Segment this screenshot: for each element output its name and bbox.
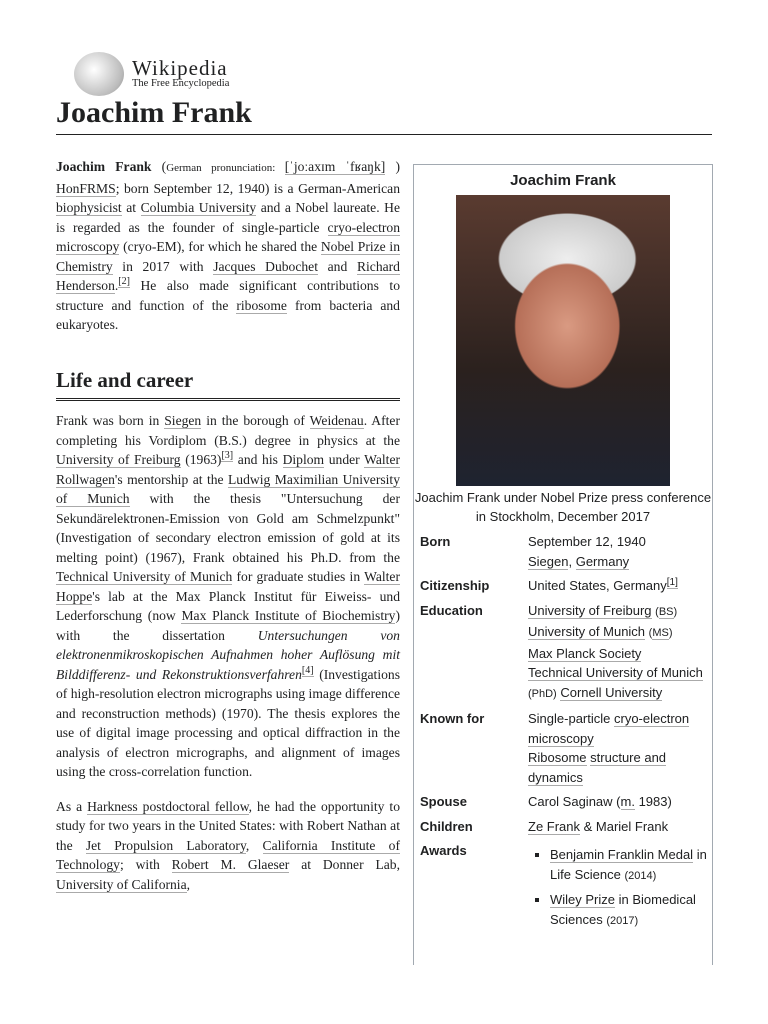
link[interactable]: Jet Propulsion Laboratory (85, 837, 246, 853)
wordmark: Wikipedia (132, 56, 228, 80)
text: Frank was born in (56, 413, 165, 428)
text: for graduate studies in (232, 569, 365, 584)
link[interactable]: California Institute of Technology (56, 837, 400, 872)
link[interactable]: Columbia University (140, 200, 257, 215)
link[interactable]: Richard Henderson (56, 258, 400, 293)
text: September 12, 1940 (528, 534, 646, 549)
link[interactable]: Weidenau (309, 413, 364, 428)
text: with the thesis "Untersuchung der Sekundärelektronen-Emission von Gold am Schmelzpunkt" (Investigation of secondary electron emission of gold at its melting point) (1967), Frank obtained his Ph.D. from the (56, 491, 400, 565)
infobox-label: Known for (420, 711, 485, 726)
wikipedia-globe-icon (74, 52, 124, 96)
link[interactable]: Germany (575, 553, 630, 569)
link[interactable]: Siegen (528, 553, 569, 569)
intro-section (56, 157, 400, 335)
infobox-row-awards (420, 839, 710, 938)
text: Carol Saginaw ( (528, 794, 621, 809)
tagline: The Free Encyclopedia (132, 78, 230, 89)
small-text: ) (673, 605, 678, 618)
small-text: (2014) (624, 869, 657, 882)
link[interactable]: Ribosome (528, 750, 587, 765)
infobox-row (420, 790, 710, 815)
link[interactable]: Ludwig Maximilian University of Munich (56, 471, 400, 506)
infobox-value (528, 530, 710, 574)
italic-text: Untersuchungen von elektronenmikroskopischen Aufnahmen hoher Auflösung mit Bilddifferenz- und Rekonstruktionsverfahren (56, 627, 400, 682)
citation-link[interactable]: [1] (666, 576, 678, 588)
text: in the borough of (201, 413, 310, 428)
text: As a (56, 798, 88, 814)
bold-text: Joachim Frank (56, 159, 152, 174)
link[interactable]: Cornell University (560, 684, 663, 700)
infobox-value (528, 815, 710, 840)
link[interactable]: cryo-electron microscopy (528, 711, 690, 746)
page-title: Joachim Frank (56, 96, 712, 135)
career-paragraph (56, 797, 400, 895)
infobox-row (420, 574, 710, 599)
text: 's mentorship at the (114, 471, 228, 487)
career-section (56, 411, 400, 894)
text: , (245, 837, 263, 853)
text: & Mariel Frank (580, 818, 669, 834)
link[interactable]: Max Planck Institute of Biochemistry (181, 608, 396, 623)
infobox-row (420, 707, 710, 790)
text: at (121, 200, 141, 215)
wikipedia-logo[interactable] (74, 52, 229, 96)
infobox (413, 164, 713, 965)
awards-value (528, 839, 710, 938)
citation-link[interactable]: [3] (221, 450, 234, 462)
infobox-label: Awards (420, 843, 467, 858)
text: and his (233, 452, 283, 467)
infobox-label: Born (420, 534, 451, 549)
text: ; with (119, 857, 172, 872)
infobox-value (528, 599, 710, 708)
infobox-value (528, 790, 710, 815)
small-text: (PhD) (528, 687, 557, 700)
small-text: ( (655, 605, 659, 618)
small-text: ) (668, 627, 673, 639)
text: . After completing his Vordiplom (B.S.) degree in physics at the (56, 413, 400, 448)
text: (Investigations of high-resolution electron micrographs using image difference and reconstruction methods) (1970). The thesis explores the use of digital image processing and optical diffraction in the analysis of electron micrographs, and alignment of images using the cross-correlation function. (56, 666, 401, 779)
text: in Life Science (550, 847, 707, 882)
text: under (324, 452, 365, 467)
link[interactable]: Nobel Prize in Chemistry (56, 239, 400, 274)
career-paragraph (56, 411, 400, 782)
infobox-table (420, 530, 710, 938)
link[interactable]: Technical University of Munich (528, 665, 703, 680)
text: at Donner Lab, (289, 857, 401, 872)
link[interactable]: HonFRMS (56, 180, 116, 196)
infobox-label: Citizenship (420, 578, 490, 593)
text: in 2017 with (112, 258, 214, 274)
infobox-label: Spouse (420, 794, 467, 809)
link[interactable]: Robert M. Glaeser (171, 857, 290, 872)
text: (cryo-EM), for which he shared the (119, 239, 321, 254)
link[interactable]: Diplom (282, 452, 325, 467)
text: , (568, 553, 576, 569)
link[interactable]: Walter Rollwagen (56, 452, 400, 487)
portrait-photo[interactable] (456, 195, 670, 486)
link[interactable]: University of Freiburg (528, 602, 652, 618)
link[interactable]: University of Munich (528, 624, 646, 639)
photo-caption: Joachim Frank under Nobel Prize press conference in Stockholm, December 2017 (414, 490, 712, 524)
text: from bacteria and eukaryotes. (56, 297, 400, 332)
link[interactable]: structure and dynamics (528, 750, 667, 785)
infobox-label: Education (420, 602, 483, 618)
link[interactable]: University of Freiburg (56, 452, 181, 467)
link[interactable]: biophysicist (56, 200, 122, 215)
text: He also made significant contributions to structure and function of the (56, 278, 400, 313)
award-item (550, 845, 710, 886)
link[interactable]: Wiley Prize (550, 892, 616, 907)
infobox-value (528, 574, 710, 599)
text: 1983) (634, 794, 672, 809)
infobox-row (420, 815, 710, 840)
infobox-title: Joachim Frank (510, 172, 616, 189)
citation-link[interactable]: [4] (301, 664, 314, 676)
link[interactable]: University of California (56, 876, 187, 892)
text: Single-particle (528, 711, 614, 726)
link[interactable]: Max Planck Society (528, 645, 642, 661)
link[interactable]: Ze Frank (528, 818, 581, 834)
link[interactable]: Technical University of Munich (56, 569, 233, 584)
link[interactable]: Walter Hoppe (56, 569, 400, 604)
text: , (186, 876, 191, 892)
infobox-row (420, 599, 710, 708)
link[interactable]: cryo-electron microscopy (56, 219, 400, 254)
small-text: (2017) (606, 914, 639, 927)
link[interactable]: m. (620, 794, 635, 809)
text: ; born September 12, 1940) is a German-American (115, 180, 400, 196)
link[interactable]: MS (652, 627, 669, 639)
text: , he had the opportunity to study for two years in the United States: with Robert Nathan at the (56, 798, 400, 853)
text: and (317, 258, 357, 274)
small-text: ( (648, 627, 653, 639)
citation-link[interactable]: [2] (118, 276, 130, 288)
text: and a Nobel laureate. He is regarded as the founder of single-particle (56, 200, 400, 235)
link[interactable]: Jacques Dubochet (213, 258, 318, 274)
infobox-value (528, 707, 710, 790)
link[interactable]: Siegen (164, 413, 202, 428)
link[interactable]: Benjamin Franklin Medal (550, 847, 694, 862)
infobox-label: Children (420, 818, 473, 834)
link[interactable]: BS (658, 605, 674, 618)
award-item (550, 890, 710, 931)
infobox-row (420, 530, 710, 574)
link[interactable]: ribosome (236, 297, 287, 313)
link[interactable]: Harkness postdoctoral fellow (87, 798, 249, 814)
text: 's lab at the Max Planck Institut für Eiweiss- und Lederforschung (now (56, 588, 400, 623)
text: (1963) (180, 452, 222, 467)
text: United States, Germany (528, 578, 667, 593)
intro-paragraph (56, 157, 400, 335)
link[interactable]: [ˈjoːaxɪm ˈfʁaŋk] (284, 159, 386, 174)
text: ( (151, 159, 167, 174)
section-heading-life-and-career: Life and career (56, 368, 400, 401)
text: in Biomedical Sciences (550, 892, 696, 927)
awards-list (528, 845, 710, 931)
text: . (114, 278, 119, 293)
small-text: German pronunciation: (166, 162, 285, 174)
text: ) with the dissertation (56, 608, 400, 643)
text: ) (385, 159, 400, 174)
